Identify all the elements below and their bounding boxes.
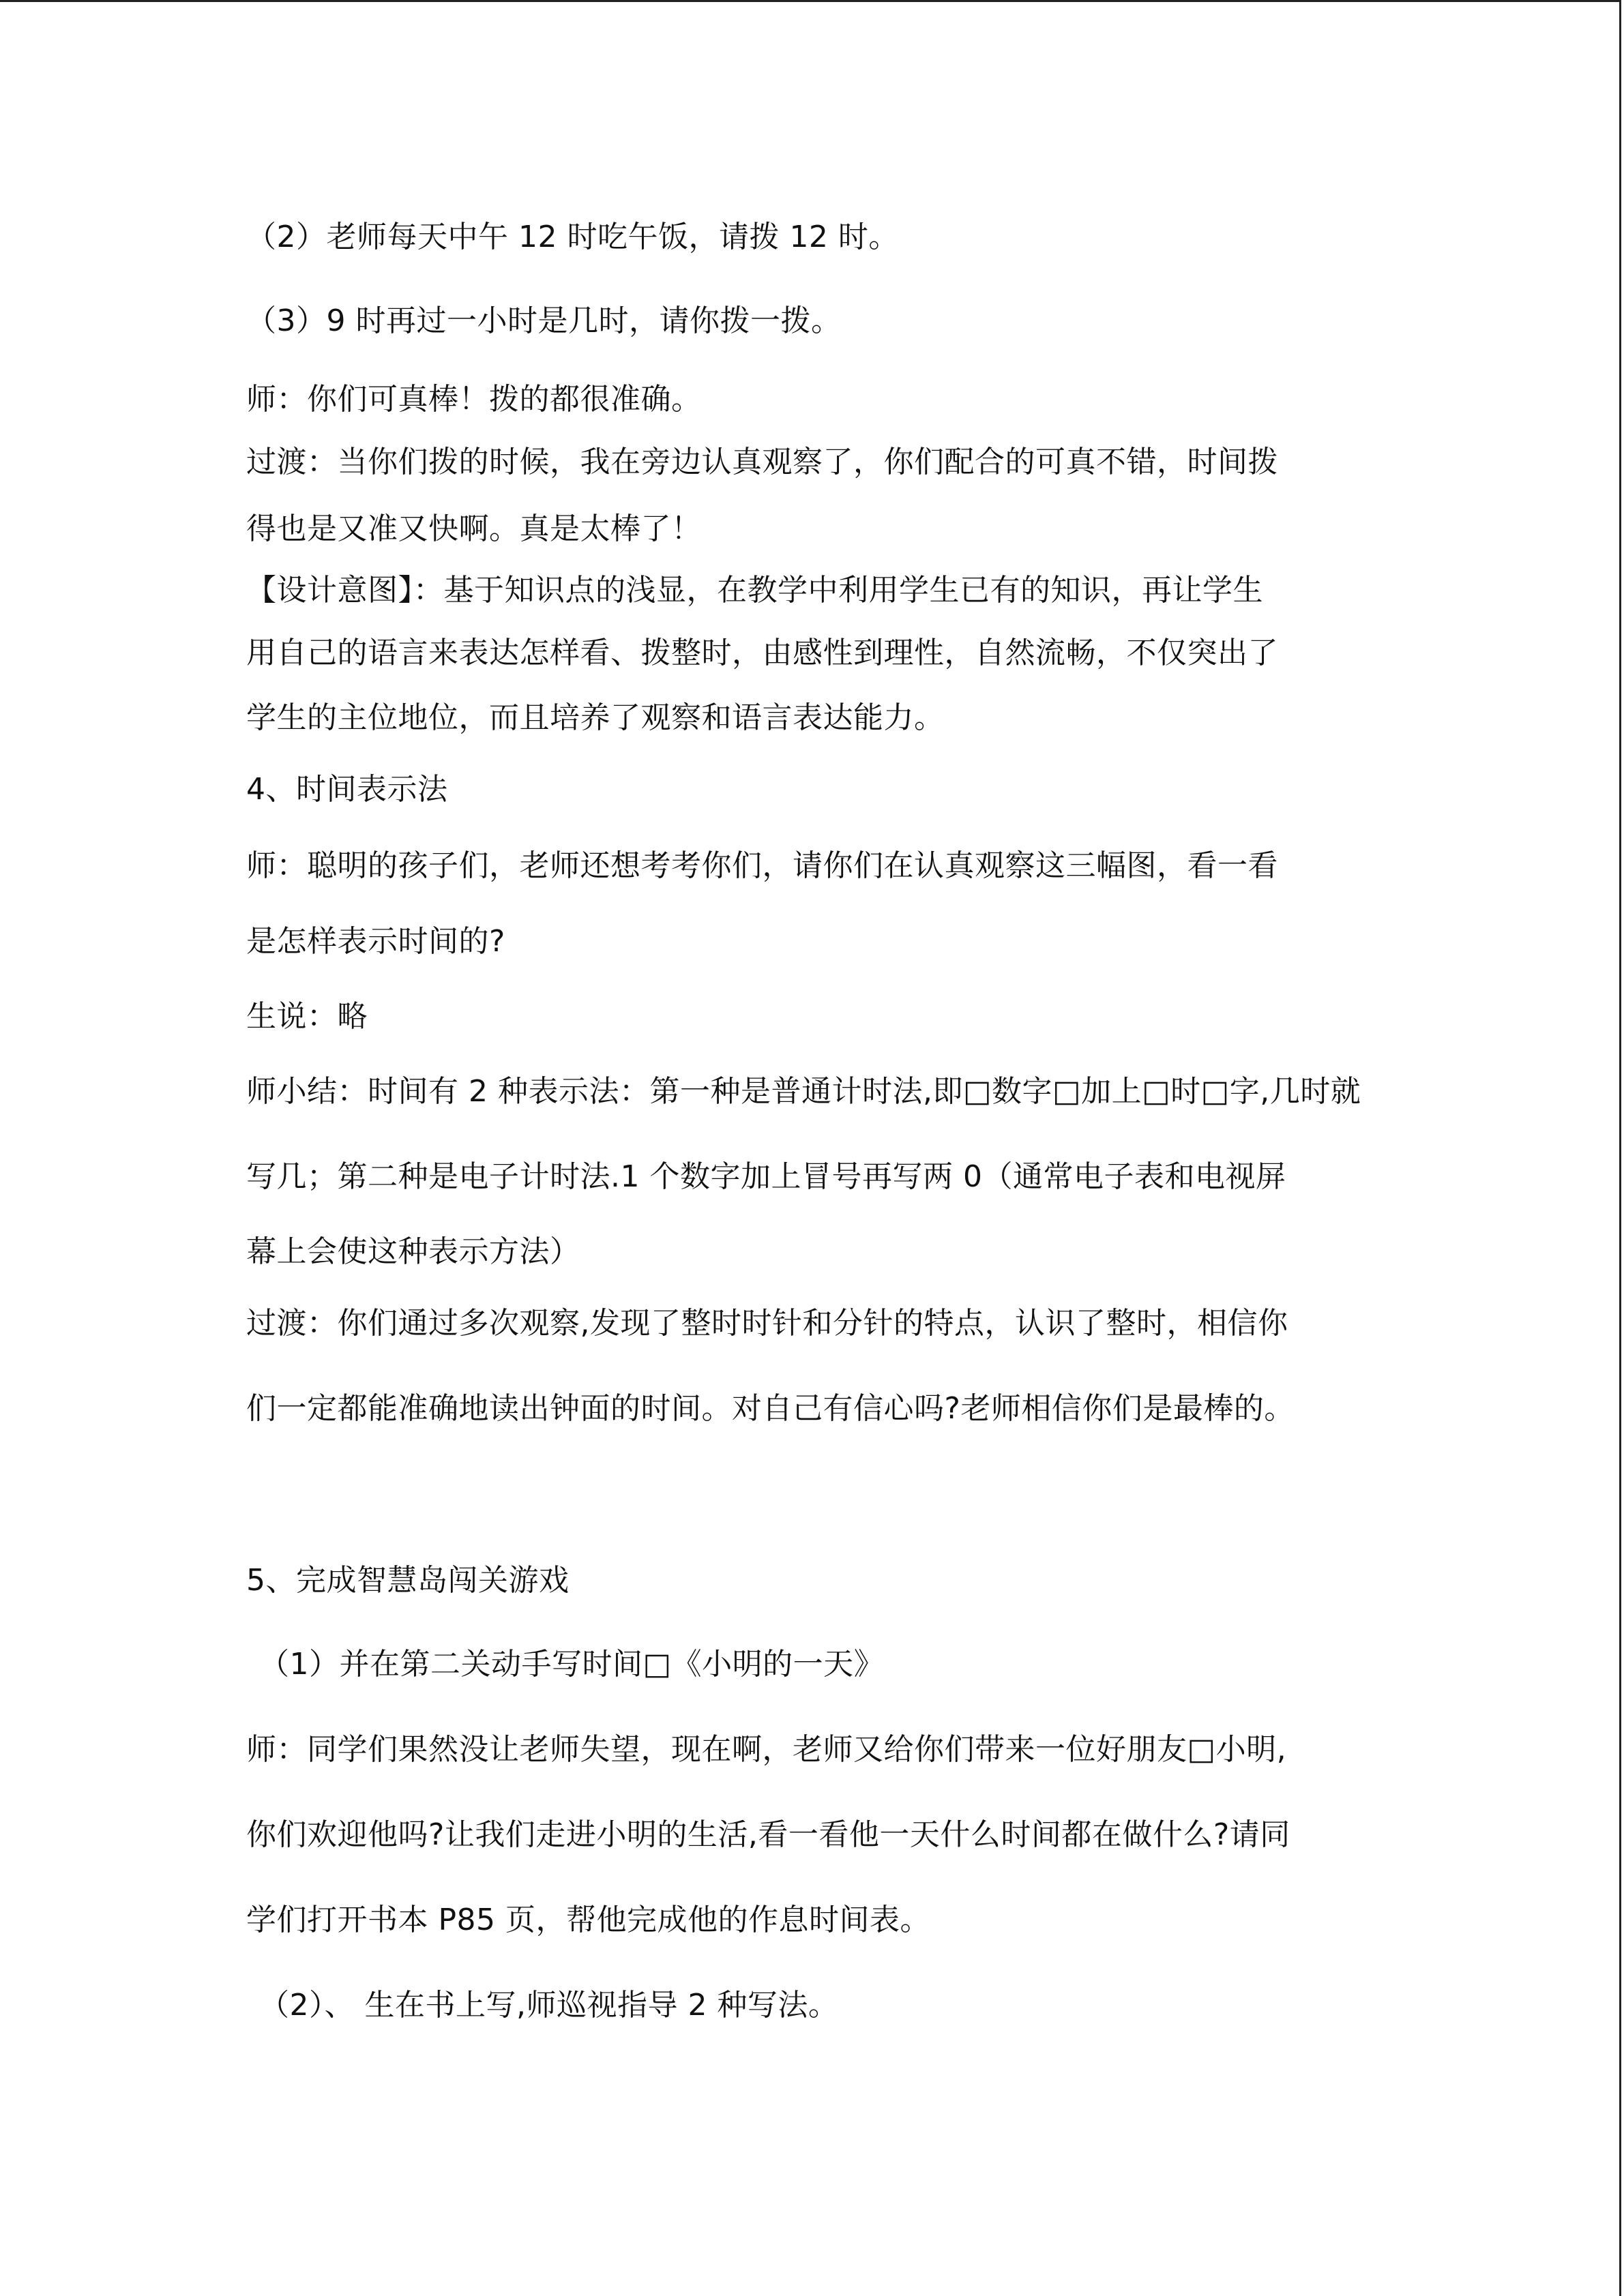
text-line: 师：聪明的孩子们，老师还想考考你们，请你们在认真观察这三幅图，看一看: [246, 848, 1278, 883]
text-line: 师：你们可真棒！拨的都很准确。: [246, 382, 702, 417]
design-intent-line: 【设计意图】：基于知识点的浅显，在教学中利用学生已有的知识，再让学生: [246, 573, 1263, 608]
section-heading: 4、时间表示法: [246, 772, 448, 807]
text-line: 写几；第二种是电子计时法.1 个数字加上冒号再写两 0（通常电子表和电视屏: [246, 1159, 1286, 1194]
text-line: （2）、 生在书上写,师巡视指导 2 种写法。: [259, 1988, 839, 2023]
section-heading: 5、完成智慧岛闯关游戏: [246, 1563, 570, 1598]
text-line: 过渡：你们通过多次观察,发现了整时时针和分针的特点，认识了整时，相信你: [246, 1306, 1288, 1341]
text-line: 得也是又准又快啊。真是太棒了！: [246, 511, 702, 546]
text-line: 生说：略: [246, 999, 368, 1034]
text-line: （3）9 时再过一小时是几时，请你拨一拨。: [246, 303, 842, 338]
text-line: 师：同学们果然没让老师失望，现在啊，老师又给你们带来一位好朋友□小明,: [246, 1732, 1287, 1767]
text-line: （1）并在第二关动手写时间□《小明的一天》: [259, 1647, 885, 1682]
text-line: 学生的主位地位，而且培养了观察和语言表达能力。: [246, 700, 945, 735]
text-line: 师小结：时间有 2 种表示法：第一种是普通计时法,即□数字□加上□时□字,几时就: [246, 1074, 1361, 1109]
text-line: 幕上会使这种表示方法）: [246, 1234, 580, 1269]
text-line: 是怎样表示时间的?: [246, 924, 505, 959]
text-line: （2）老师每天中午 12 时吃午饭，请拨 12 时。: [246, 220, 899, 254]
text-line: 们一定都能准确地读出钟面的时间。对自己有信心吗?老师相信你们是最棒的。: [246, 1391, 1295, 1426]
text-line: 过渡：当你们拨的时候，我在旁边认真观察了，你们配合的可真不错，时间拨: [246, 445, 1278, 479]
text-line: 用自己的语言来表达怎样看、拨整时，由感性到理性，自然流畅，不仅突出了: [246, 636, 1278, 670]
text-line: 你们欢迎他吗?让我们走进小明的生活,看一看他一天什么时间都在做什么?请同: [246, 1817, 1290, 1852]
text-line: 学们打开书本 P85 页，帮他完成他的作息时间表。: [246, 1903, 930, 1937]
